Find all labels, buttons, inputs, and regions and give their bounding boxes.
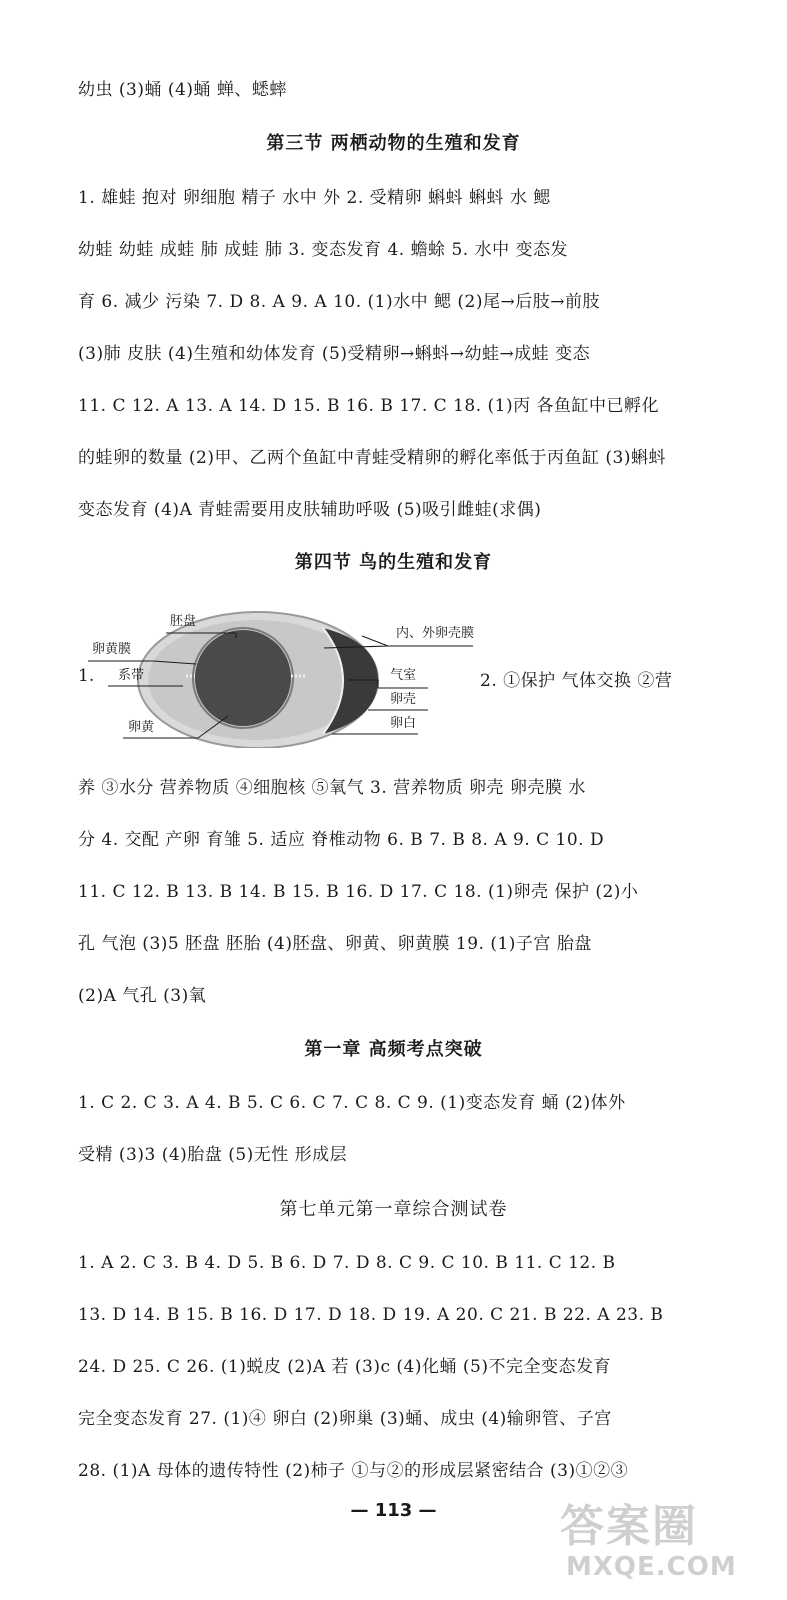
watermark-url: MXQE.COM [566, 1552, 737, 1582]
label-chalaza: 系带 [118, 668, 145, 683]
egg-diagram [78, 598, 488, 748]
yolk-shape [195, 630, 291, 726]
label-yolk: 卵黄 [128, 720, 155, 735]
label-shell-membranes: 内、外卵壳膜 [396, 626, 475, 641]
text-line: 受精 (3)3 (4)胎盘 (5)无性 形成层 [78, 1145, 348, 1165]
text-line: (3)肺 皮肤 (4)生殖和幼体发育 (5)受精卵→蝌蚪→幼蛙→成蛙 变态 [78, 344, 591, 364]
text-line: 幼虫 (3)蛹 (4)蛹 蝉、蟋蟀 [78, 80, 287, 100]
text-line: 11. C 12. A 13. A 14. D 15. B 16. B 17. C 18. (1)丙 各鱼缸中已孵化 [78, 396, 660, 416]
text-line: 的蛙卵的数量 (2)甲、乙两个鱼缸中青蛙受精卵的孵化率低于丙鱼缸 (3)蝌蚪 [78, 448, 666, 468]
page-number: — 113 — [350, 1500, 437, 1521]
text-line: 1. 雄蛙 抱对 卵细胞 精子 水中 外 2. 受精卵 蝌蚪 蝌蚪 水 鳃 [78, 188, 551, 208]
text-line: 完全变态发育 27. (1)④ 卵白 (2)卵巢 (3)蛹、成虫 (4)输卵管、子宫 [78, 1409, 612, 1429]
watermark-text: 答案圈 [560, 1501, 698, 1552]
label-albumen: 卵白 [390, 716, 417, 731]
section-title-4: 第四节 鸟的生殖和发育 [294, 552, 493, 573]
section-title-3: 第三节 两栖动物的生殖和发育 [266, 133, 521, 154]
text-line: 养 ③水分 营养物质 ④细胞核 ⑤氧气 3. 营养物质 卵壳 卵壳膜 水 [78, 778, 586, 798]
text-line: 幼蛙 幼蛙 成蛙 肺 成蛙 肺 3. 变态发育 4. 蟾蜍 5. 水中 变态发 [78, 240, 569, 260]
watermark-logo [560, 1490, 770, 1590]
label-yolk-membrane: 卵黄膜 [92, 642, 132, 657]
text-line: 24. D 25. C 26. (1)蜕皮 (2)A 若 (3)c (4)化蛹 (5)不完全变态发育 [78, 1357, 611, 1377]
label-air-cell: 气室 [390, 668, 417, 683]
text-line: 13. D 14. B 15. B 16. D 17. D 18. D 19. A 20. C 21. B 22. A 23. B [78, 1305, 664, 1325]
text-line: (2)A 气孔 (3)氧 [78, 986, 207, 1006]
text-line: 1. C 2. C 3. A 4. B 5. C 6. C 7. C 8. C 9. (1)变态发育 蛹 (2)体外 [78, 1093, 626, 1113]
text-line: 孔 气泡 (3)5 胚盘 胚胎 (4)胚盘、卵黄、卵黄膜 19. (1)子宫 胎盘 [78, 934, 592, 954]
chapter-title: 第一章 高频考点突破 [304, 1039, 483, 1060]
item-number: 1. [78, 666, 95, 686]
text-line: 分 4. 交配 产卵 育雏 5. 适应 脊椎动物 6. B 7. B 8. A 9. C 10. D [78, 830, 605, 850]
text-line: 1. A 2. C 3. B 4. D 5. B 6. D 7. D 8. C 9. C 10. B 11. C 12. B [78, 1253, 616, 1273]
text-line: 育 6. 减少 污染 7. D 8. A 9. A 10. (1)水中 鳃 (2)尾→后肢→前肢 [78, 292, 600, 312]
label-shell: 卵壳 [390, 692, 417, 707]
text-line: 2. ①保护 气体交换 ②营 [480, 671, 673, 691]
text-line: 11. C 12. B 13. B 14. B 15. B 16. D 17. C 18. (1)卵壳 保护 (2)小 [78, 882, 639, 902]
test-title: 第七单元第一章综合测试卷 [279, 1199, 508, 1220]
text-line: 28. (1)A 母体的遗传特性 (2)柿子 ①与②的形成层紧密结合 (3)①②③ [78, 1461, 629, 1481]
text-line: 变态发育 (4)A 青蛙需要用皮肤辅助呼吸 (5)吸引雌蛙(求偶) [78, 500, 542, 520]
label-germinal-disc: 胚盘 [170, 614, 197, 629]
